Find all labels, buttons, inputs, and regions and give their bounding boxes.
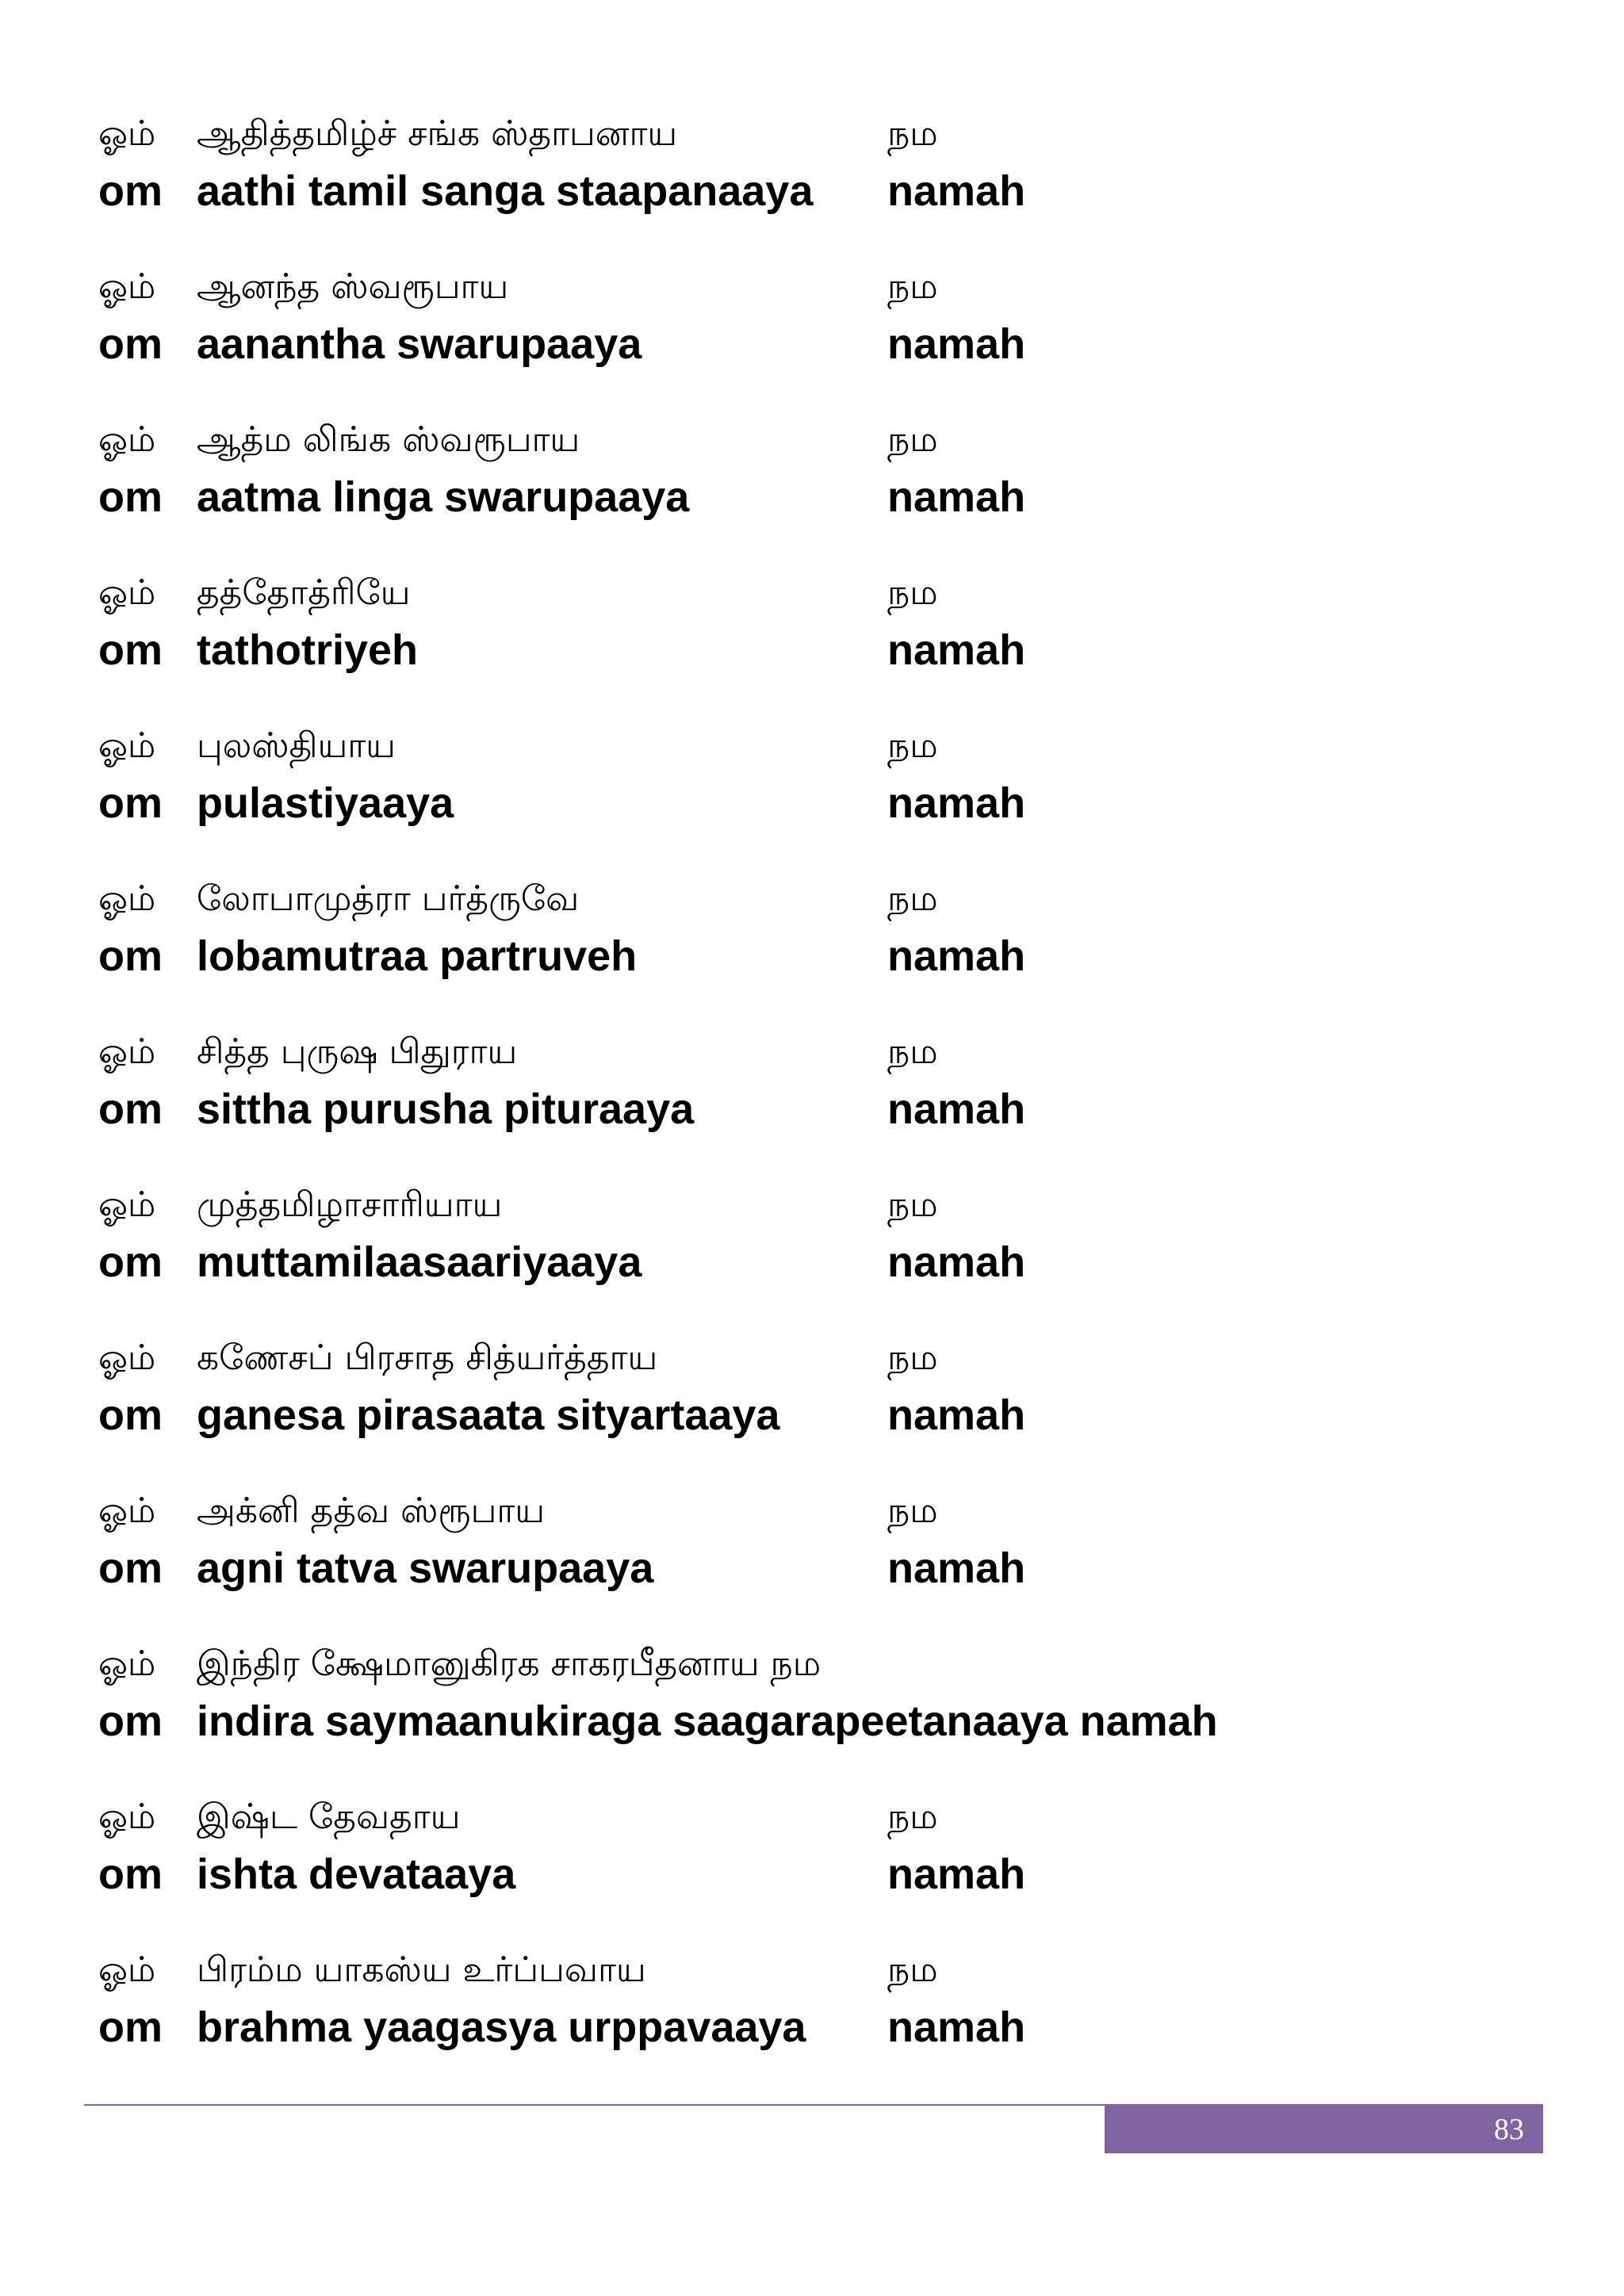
latin-om: om <box>98 1697 163 1745</box>
mantra-entry <box>98 1326 1526 1479</box>
latin-om: om <box>98 167 163 215</box>
latin-name: tathotriyeh <box>197 626 419 674</box>
tamil-name: சித்த புருஷ பிதுராய <box>197 1031 518 1072</box>
mantra-list <box>98 101 1526 2091</box>
tamil-om: ஓம் <box>98 1031 156 1072</box>
mantra-entry <box>98 1479 1526 1632</box>
latin-namah: namah <box>887 1850 1026 1898</box>
latin-om: om <box>98 1544 163 1592</box>
mantra-entry <box>98 1938 1526 2091</box>
tamil-namah: நம <box>887 419 938 460</box>
latin-name: aathi tamil sanga staapanaaya <box>197 167 814 215</box>
latin-om: om <box>98 320 163 368</box>
mantra-entry <box>98 867 1526 1020</box>
latin-name: lobamutraa partruveh <box>197 932 638 980</box>
tamil-om: ஓம் <box>98 1797 156 1837</box>
mantra-entry <box>98 1173 1526 1326</box>
tamil-om: ஓம் <box>98 1337 156 1378</box>
tamil-name: இந்திர க்ஷேமானுகிரக சாகரபீதனாய நம <box>197 1644 822 1684</box>
page-number: 83 <box>1494 2113 1524 2146</box>
latin-name: muttamilaasaariyaaya <box>197 1238 642 1286</box>
tamil-name: அக்னி தத்வ ஸ்ரூபாய <box>197 1490 546 1531</box>
mantra-entry <box>98 714 1526 867</box>
tamil-name: பிரம்ம யாகஸ்ய உர்ப்பவாய <box>197 1950 646 1990</box>
tamil-namah: நம <box>887 878 938 919</box>
latin-namah: namah <box>887 167 1026 215</box>
latin-om: om <box>98 626 163 674</box>
tamil-name: இஷ்ட தேவதாய <box>197 1797 461 1837</box>
tamil-om: ஓம் <box>98 1490 156 1531</box>
latin-name: aatma linga swarupaaya <box>197 473 690 521</box>
latin-om: om <box>98 1085 163 1133</box>
latin-om: om <box>98 1850 163 1898</box>
footer-rule <box>84 2104 1105 2106</box>
latin-name: ganesa pirasaata sityartaaya <box>197 1391 780 1439</box>
tamil-namah: நம <box>887 1797 938 1837</box>
latin-namah: namah <box>887 779 1026 827</box>
tamil-om: ஓம் <box>98 266 156 307</box>
mantra-entry <box>98 1632 1526 1785</box>
latin-name: sittha purusha pituraaya <box>197 1085 695 1133</box>
latin-name: aanantha swarupaaya <box>197 320 642 368</box>
mantra-entry <box>98 1020 1526 1173</box>
tamil-namah: நம <box>887 1950 938 1990</box>
latin-name: brahma yaagasya urppavaaya <box>197 2003 806 2051</box>
tamil-om: ஓம் <box>98 419 156 460</box>
latin-om: om <box>98 2003 163 2051</box>
tamil-name: ஆதித்தமிழ்ச் சங்க ஸ்தாபனாய <box>197 113 678 154</box>
latin-name: pulastiyaaya <box>197 779 454 827</box>
latin-namah: namah <box>887 932 1026 980</box>
latin-om: om <box>98 932 163 980</box>
page-number-box <box>1105 2104 1543 2153</box>
latin-name: agni tatva swarupaaya <box>197 1544 654 1592</box>
latin-namah: namah <box>887 1391 1026 1439</box>
latin-namah: namah <box>887 2003 1026 2051</box>
mantra-entry <box>98 101 1526 254</box>
mantra-entry <box>98 1785 1526 1938</box>
tamil-name: ஆத்ம லிங்க ஸ்வரூபாய <box>197 419 580 460</box>
tamil-namah: நம <box>887 113 938 154</box>
tamil-name: முத்தமிழாசாரியாய <box>197 1184 503 1225</box>
tamil-om: ஓம் <box>98 725 156 766</box>
mantra-entry <box>98 561 1526 714</box>
tamil-om: ஓம் <box>98 572 156 613</box>
tamil-name: லோபாமுத்ரா பர்த்ருவே <box>197 878 580 919</box>
latin-namah: namah <box>887 1085 1026 1133</box>
latin-om: om <box>98 1238 163 1286</box>
tamil-name: ஆனந்த ஸ்வரூபாய <box>197 266 509 307</box>
latin-om: om <box>98 779 163 827</box>
latin-om: om <box>98 473 163 521</box>
latin-name: indira saymaanukiraga saagarapeetanaaya namah <box>197 1697 1218 1745</box>
tamil-namah: நம <box>887 1031 938 1072</box>
tamil-om: ஓம் <box>98 1184 156 1225</box>
latin-namah: namah <box>887 1544 1026 1592</box>
latin-namah: namah <box>887 320 1026 368</box>
tamil-namah: நம <box>887 1184 938 1225</box>
tamil-name: தத்தோத்ரியே <box>197 572 411 613</box>
tamil-namah: நம <box>887 266 938 307</box>
latin-om: om <box>98 1391 163 1439</box>
latin-name: ishta devataaya <box>197 1850 516 1898</box>
mantra-entry <box>98 408 1526 561</box>
tamil-namah: நம <box>887 572 938 613</box>
tamil-namah: நம <box>887 1337 938 1378</box>
tamil-om: ஓம் <box>98 878 156 919</box>
tamil-namah: நம <box>887 1490 938 1531</box>
tamil-om: ஓம் <box>98 1644 156 1684</box>
latin-namah: namah <box>887 1238 1026 1286</box>
tamil-om: ஓம் <box>98 113 156 154</box>
tamil-namah: நம <box>887 725 938 766</box>
tamil-om: ஓம் <box>98 1950 156 1990</box>
mantra-entry <box>98 254 1526 408</box>
tamil-name: கணேசப் பிரசாத சித்யர்த்தாய <box>197 1337 658 1378</box>
tamil-name: புலஸ்தியாய <box>197 725 396 766</box>
latin-namah: namah <box>887 473 1026 521</box>
latin-namah: namah <box>887 626 1026 674</box>
